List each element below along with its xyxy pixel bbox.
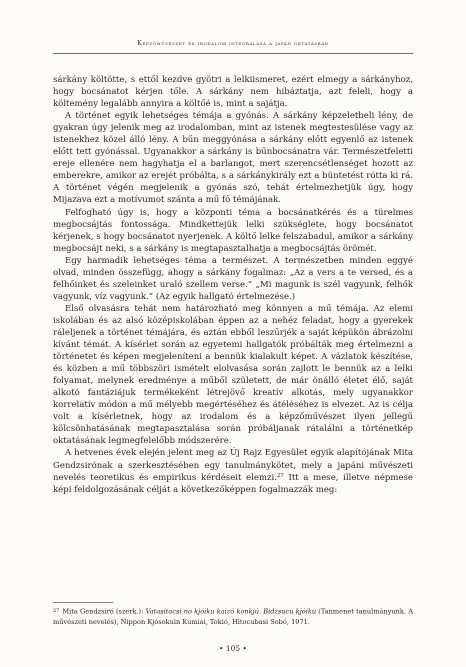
paragraph-5: Első olvasásra tehát nem határozható meg könnyen a mű témája. Az elemi iskolában és az alsó középiskolában éppen az a nehéz feladat, hogy a gyerekek ráleljenek a történet témájára, és aztán ebből leszűrjék a saját képükön ábrázolni kívánt témát. A kísérlet során az egyetemi hallgatók próbálták meg értelmezni a történetet és képen megjeleníteni a bennük kialakult képet. A vázlatok készítése, és közben a mű többszöri ismételt elolvasása során zajlott le bennük az a lelki folyamat, melynek eredménye a műből született, de már önálló életet élő, saját alkotó fantáziájuk termékeként létrejövő kreatív alkotás, mely ugyanakkor korrelatív módon a mű mélyebb megértéséhez és átéléséhez is elvezet. Az is célja volt a kísérletnek, hogy az irodalom és a képzőművészet ilyen jellegű kölcsönhatásának megtapasztalása során próbáljanak rátalálni a történetkép oktatásának legmegfelelőbb módszerére. [53, 303, 413, 447]
footnote-text: Mita Gendzsiró (szerk.): [62, 607, 146, 616]
header-rule [53, 53, 413, 54]
paragraph-2: A történet egyik lehetséges témája a gyónás. A sárkány képzeletbeli lény, de gyakran úgy jelenik meg az irodalomban, mint az istenek megtestesülése vagy az istenekhez közel álló lény. A bűn meggyónása a sárkány előtt egyenlő az istenek előtt tett gyónással. Ugyanakkor a sárkány is bűnbocsánatra vár. Természetfeletti ereje ellenére nem hagyhatja el a barlangot, mert szerencsétlenséget hozott az emberekre, amikor az erejét próbálta, s a sárkánykirály ezt a büntetést rótta ki rá. A történet végén megjelenik a gyónás szó, tehát értelmezhetjük úgy, hogy Mijazava ezt a motívumot szánta a mű fő témájának. [53, 111, 413, 206]
paragraph-6-continuation: Itt a mese, illetve népmese képi feldolgozásának célját a következőképpen fogalmazzák meg: [53, 472, 413, 495]
body-text [53, 74, 413, 496]
footnote-ref: 27 [276, 472, 284, 479]
paragraph-6-text: A hetvenes évek elején jelent meg az Új Rajz Egyesület egyik alapítójának Mita Gendzsirónak a szerkesztésében egy tanulmánykötet, mely a japáni művészeti nevelés teoretikus és empirikus kérdéseit elemzi. [53, 448, 413, 483]
paragraph-4: Egy harmadik lehetséges téma a természet. A természetben minden eggyé olvad, minden összefügg, ahogy a sárkány fogalmaz: „Az a vers a te versed, és a felhőinket és szeleinket uraló szellem verse.” „Mi magunk is szél vagyunk, felhők vagyunk, víz vagyunk.” (Az egyik hallgató értelmezése.) [53, 255, 413, 302]
paragraph-1: sárkány költötte, s ettől kezdve gyötri a lelkiismeret, ezért elmegy a sárkányhoz, hogy bocsánatot kérjen tőle. A sárkány nem hibáztatja, azt feleli, hogy a költemény legalább annyira a költőé is, mint a sajátja. [53, 75, 413, 110]
footnote-publication: (Tanmenet tanulmányunk. A művészeti nevelés), Nippon Kjósokuin Kumiai, Tokió, Hitocubasi Sobó, 1971. [53, 607, 413, 627]
footnote-book-title: Vatasitacsi no kjóiku kaizó konkjú. Bidzsucu kjóiku [145, 607, 317, 616]
footnote [53, 606, 413, 628]
running-head: Képzőművészet és irodalom integrálása a japán oktatásban [137, 40, 329, 47]
paragraph-3: Felfogható úgy is, hogy a központi téma a bocsánatkérés és a türelmes megbocsájtás fontossága. Mindkettejük lelki szükséglete, hogy bocsánatot kérjenek, s hogy bocsánatot nyerjenek. A költő lelke felszabadul, amikor a sárkány megbocsájt neki, s a sárkány is megtapasztalhatja a megbocsájtás örömét. [53, 207, 413, 254]
footnote-rule [53, 602, 113, 603]
footnote-number: 27 [53, 608, 60, 614]
page-number: • 105 • [219, 644, 247, 653]
paragraph-6 [53, 447, 413, 495]
